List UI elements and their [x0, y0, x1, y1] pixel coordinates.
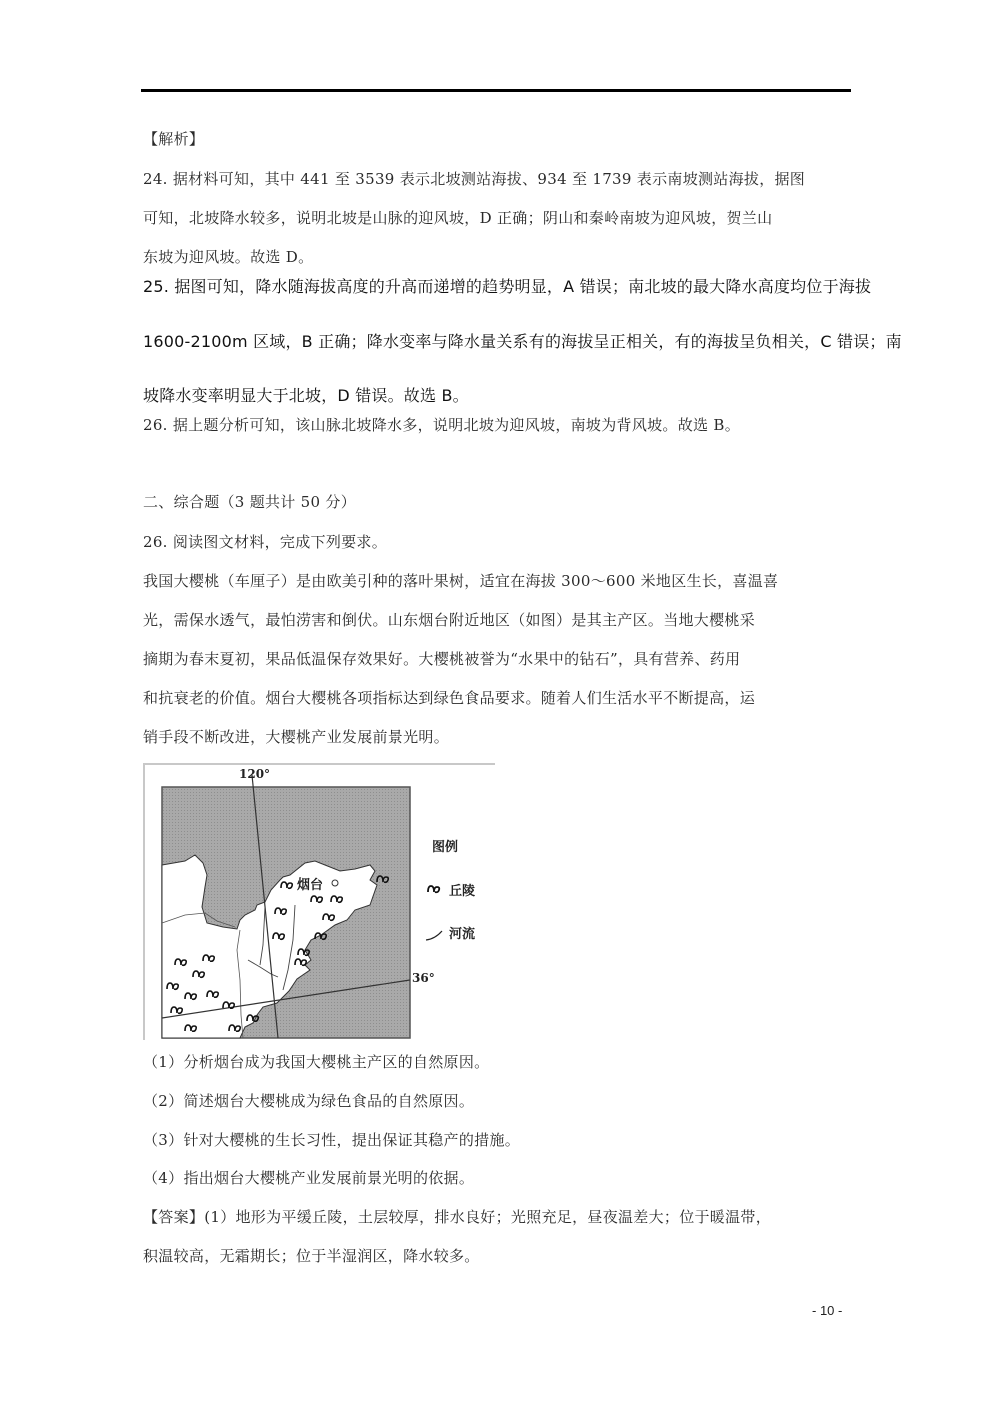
- sub-question-3: （3）针对大樱桃的生长习性，提出保证其稳产的措施。: [143, 1131, 521, 1149]
- material-line-5: 销手段不断改进，大樱桃产业发展前景光明。: [143, 728, 450, 746]
- part-two-heading: 二、综合题（3 题共计 50 分）: [143, 493, 357, 511]
- sub-question-1: （1）分析烟台成为我国大樱桃主产区的自然原因。: [143, 1053, 490, 1071]
- sub-question-4: （4）指出烟台大樱桃产业发展前景光明的依据。: [143, 1169, 475, 1187]
- legend-hill-label: 丘陵: [449, 884, 476, 899]
- answer-line-2: 积温较高，无霜期长；位于半湿润区，降水较多。: [143, 1247, 480, 1265]
- city-marker-icon: [332, 880, 338, 886]
- material-line-4: 和抗衰老的价值。烟台大樱桃各项指标达到绿色食品要求。随着人们生活水平不断提高，运: [143, 689, 756, 707]
- analysis-25-line-3: 坡降水变率明显大于北坡，D 错误。故选 B。: [143, 386, 469, 405]
- city-label: 烟台: [297, 878, 324, 893]
- header-rule: [141, 89, 851, 92]
- legend-river: [426, 926, 475, 942]
- analysis-25-line-1: 25. 据图可知，降水随海拔高度的升高而递增的趋势明显，A 错误；南北坡的最大降水高度均位于海拔: [143, 277, 872, 296]
- latitude-label: 36°: [412, 971, 435, 985]
- page-number: - 10 -: [812, 1303, 843, 1318]
- analysis-26: 26. 据上题分析可知，该山脉北坡降水多，说明北坡为迎风坡，南坡为背风坡。故选 B。: [143, 416, 741, 434]
- longitude-label: 120°: [239, 767, 271, 781]
- analysis-24-line-2: 可知，北坡降水较多，说明北坡是山脉的迎风坡，D 正确；阴山和秦岭南坡为迎风坡，贺兰山: [143, 209, 773, 227]
- answer-line-1: 【答案】(1）地形为平缓丘陵，土层较厚，排水良好；光照充足，昼夜温差大；位于暖温带，: [143, 1208, 771, 1226]
- legend-river-label: 河流: [449, 927, 476, 942]
- yantai-map: [143, 763, 495, 1040]
- analysis-24-line-1: 24. 据材料可知，其中 441 至 3539 表示北坡测站海拔、934 至 1739 表示南坡测站海拔，据图: [143, 170, 806, 188]
- material-line-3: 摘期为春末夏初，果品低温保存效果好。大樱桃被誉为“水果中的钻石”，具有营养、药用: [143, 650, 741, 668]
- river-icon: [426, 931, 442, 940]
- analysis-24-line-3: 东坡为迎风坡。故选 D。: [143, 248, 314, 266]
- sub-question-2: （2）简述烟台大樱桃成为绿色食品的自然原因。: [143, 1092, 475, 1110]
- analysis-heading: 【解析】: [143, 130, 205, 148]
- hill-icon: [428, 886, 439, 892]
- material-line-2: 光，需保水透气，最怕涝害和倒伏。山东烟台附近地区（如图）是其主产区。当地大樱桃采: [143, 611, 756, 629]
- question-26-title: 26. 阅读图文材料，完成下列要求。: [143, 533, 388, 551]
- analysis-25-line-2: 1600-2100m 区域，B 正确；降水变率与降水量关系有的海拔呈正相关，有的海拔呈负相关，C 错误；南: [143, 332, 902, 351]
- legend-title: 图例: [432, 840, 459, 855]
- material-line-1: 我国大樱桃（车厘子）是由欧美引种的落叶果树，适宜在海拔 300～600 米地区生长，喜温喜: [143, 572, 779, 590]
- legend-hill: [428, 883, 475, 899]
